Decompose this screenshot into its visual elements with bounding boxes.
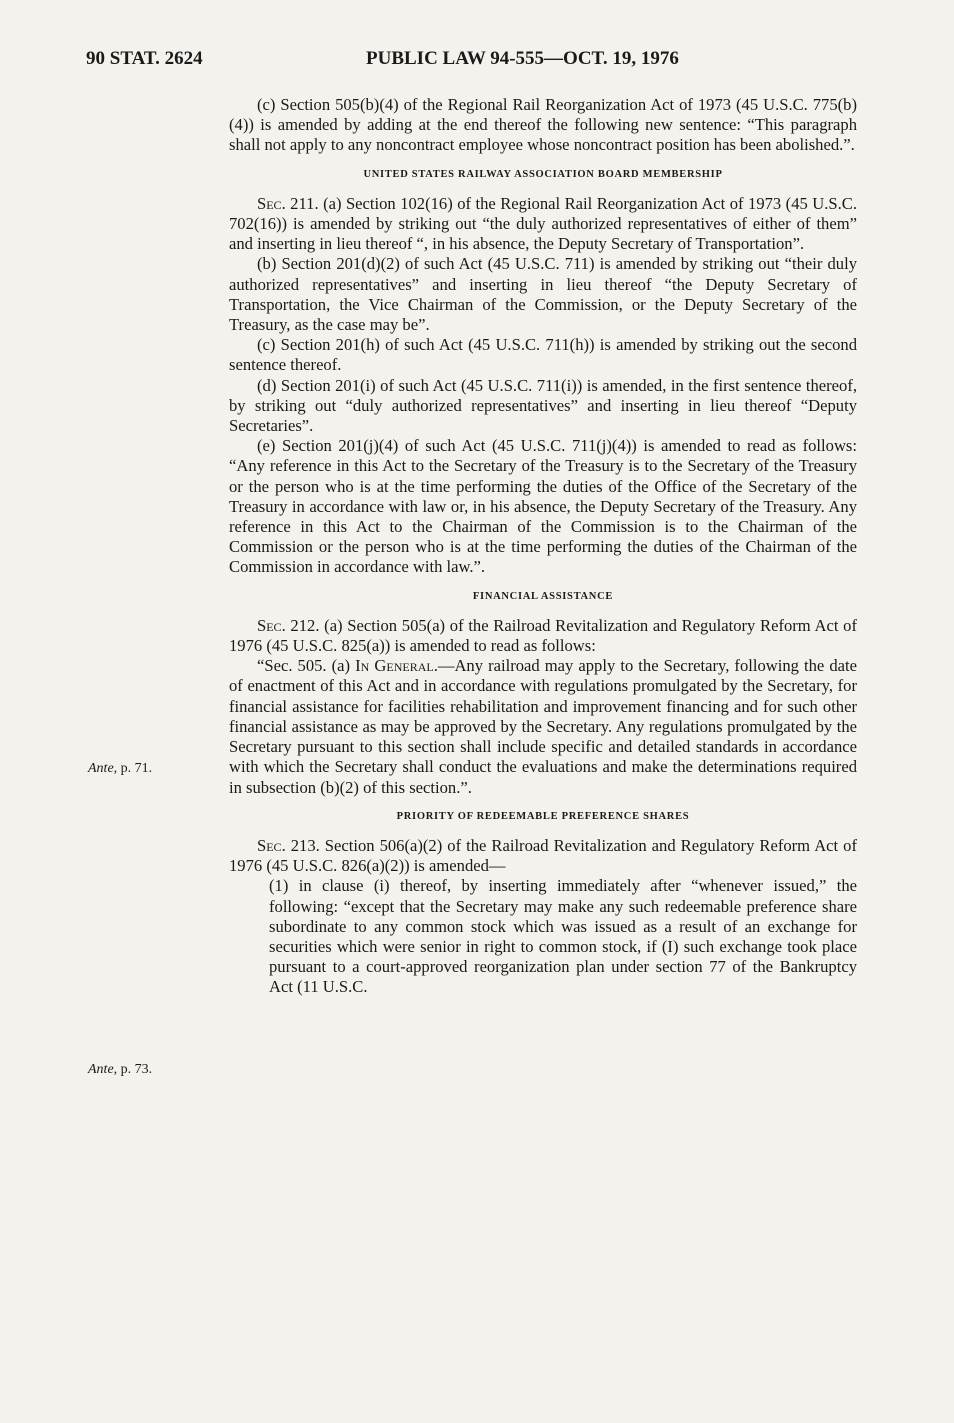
paragraph-sec-213-clause-1: (1) in clause (i) thereof, by inserting immediately after “whenever issued,” the following: “except that the Secretary may make any such redeemable preference share subordinate to any common stock which was issued as a result of an exchange for securities which were senior in right to common stock, if (I) such exchange took place pursuant to a court-approved reorganization plan under section 77 of the Bankruptcy Act (11 U.S.C. [269, 876, 857, 997]
margin-note-ante-73: Ante, p. 73. [88, 1062, 153, 1077]
paragraph-sec-211c: (c) Section 201(h) of such Act (45 U.S.C. 711(h)) is amended by striking out the second sentence thereof. [229, 335, 857, 375]
paragraph-sec-211a: Sec. 211. (a) Section 102(16) of the Regional Rail Reorganization Act of 1973 (45 U.S.C. 702(16)) is amended by striking out “the duly authorized representatives of either of them” and inserting in lieu thereof “, in his absence, the Deputy Secretary of Transportation”. [229, 193, 857, 254]
paragraph-sec-211e: (e) Section 201(j)(4) of such Act (45 U.S.C. 711(j)(4)) is amended to read as follows: “Any reference in this Act to the Secretary of the Treasury is to the Secretary of the Treasury or the person who is at the time performing the duties of the Office of the Secretary of the Treasury in accordance with law or, in his absence, the Deputy Secretary of the Treasury. Any reference in this Act to the Chairman of the Commission is to the Chairman of the Commission or the person who is at the time performing the duties of the Chairman of the Commission in accordance with law.”. [229, 436, 857, 577]
heading-priority-shares: PRIORITY OF REDEEMABLE PREFERENCE SHARES [396, 810, 690, 822]
heading-board-membership: UNITED STATES RAILWAY ASSOCIATION BOARD MEMBERSHIP [363, 168, 723, 180]
paragraph-sec-212a: Sec. 212. (a) Section 505(a) of the Railroad Revitalization and Regulatory Reform Act of 1976 (45 U.S.C. 825(a)) is amended to read as follows: [229, 615, 857, 656]
quoted-sec-505: “Sec. 505. (a) In General.—Any railroad may apply to the Secretary, following the date of enactment of this Act and in accordance with regulations promulgated by the Secretary, for financial assistance for facilities rehabilitation and improvement financing and for such other financial assistance as may be approved by the Secretary. Any regulations promulgated by the Secretary pursuant to this section shall include specific and detailed standards in accordance with which the Secretary shall conduct the evaluations and make the determinations required in subsection (b)(2) of this section.”. [229, 656, 857, 797]
margin-note-ante-71: Ante, p. 71. [88, 761, 153, 776]
paragraph-sec-213: Sec. 213. Section 506(a)(2) of the Railroad Revitalization and Regulatory Reform Act of 1976 (45 U.S.C. 826(a)(2)) is amended— [229, 835, 857, 876]
paragraph-505b4: (c) Section 505(b)(4) of the Regional Rail Reorganization Act of 1973 (45 U.S.C. 775(b)(4)) is amended by adding at the end thereof the following new sentence: “This paragraph shall not apply to any noncontract employee whose noncontract position has been abolished.”. [229, 95, 857, 155]
paragraph-sec-211b: (b) Section 201(d)(2) of such Act (45 U.S.C. 711) is amended by striking out “their duly authorized representatives” and inserting in lieu thereof “the Deputy Secretary of Transportation, the Vice Chairman of the Commission, or the Deputy Secretary of the Treasury, as the case may be”. [229, 254, 857, 335]
page-header [86, 48, 866, 78]
law-title-date: PUBLIC LAW 94-555—OCT. 19, 1976 [366, 48, 679, 69]
stat-reference: 90 STAT. 2624 [86, 48, 203, 69]
heading-financial-assistance: FINANCIAL ASSISTANCE [472, 590, 614, 602]
paragraph-sec-211d: (d) Section 201(i) of such Act (45 U.S.C. 711(i)) is amended, in the first sentence thereof, by striking out “duly authorized representatives” and inserting in lieu thereof “Deputy Secretaries”. [229, 375, 857, 436]
body-text [229, 95, 857, 998]
